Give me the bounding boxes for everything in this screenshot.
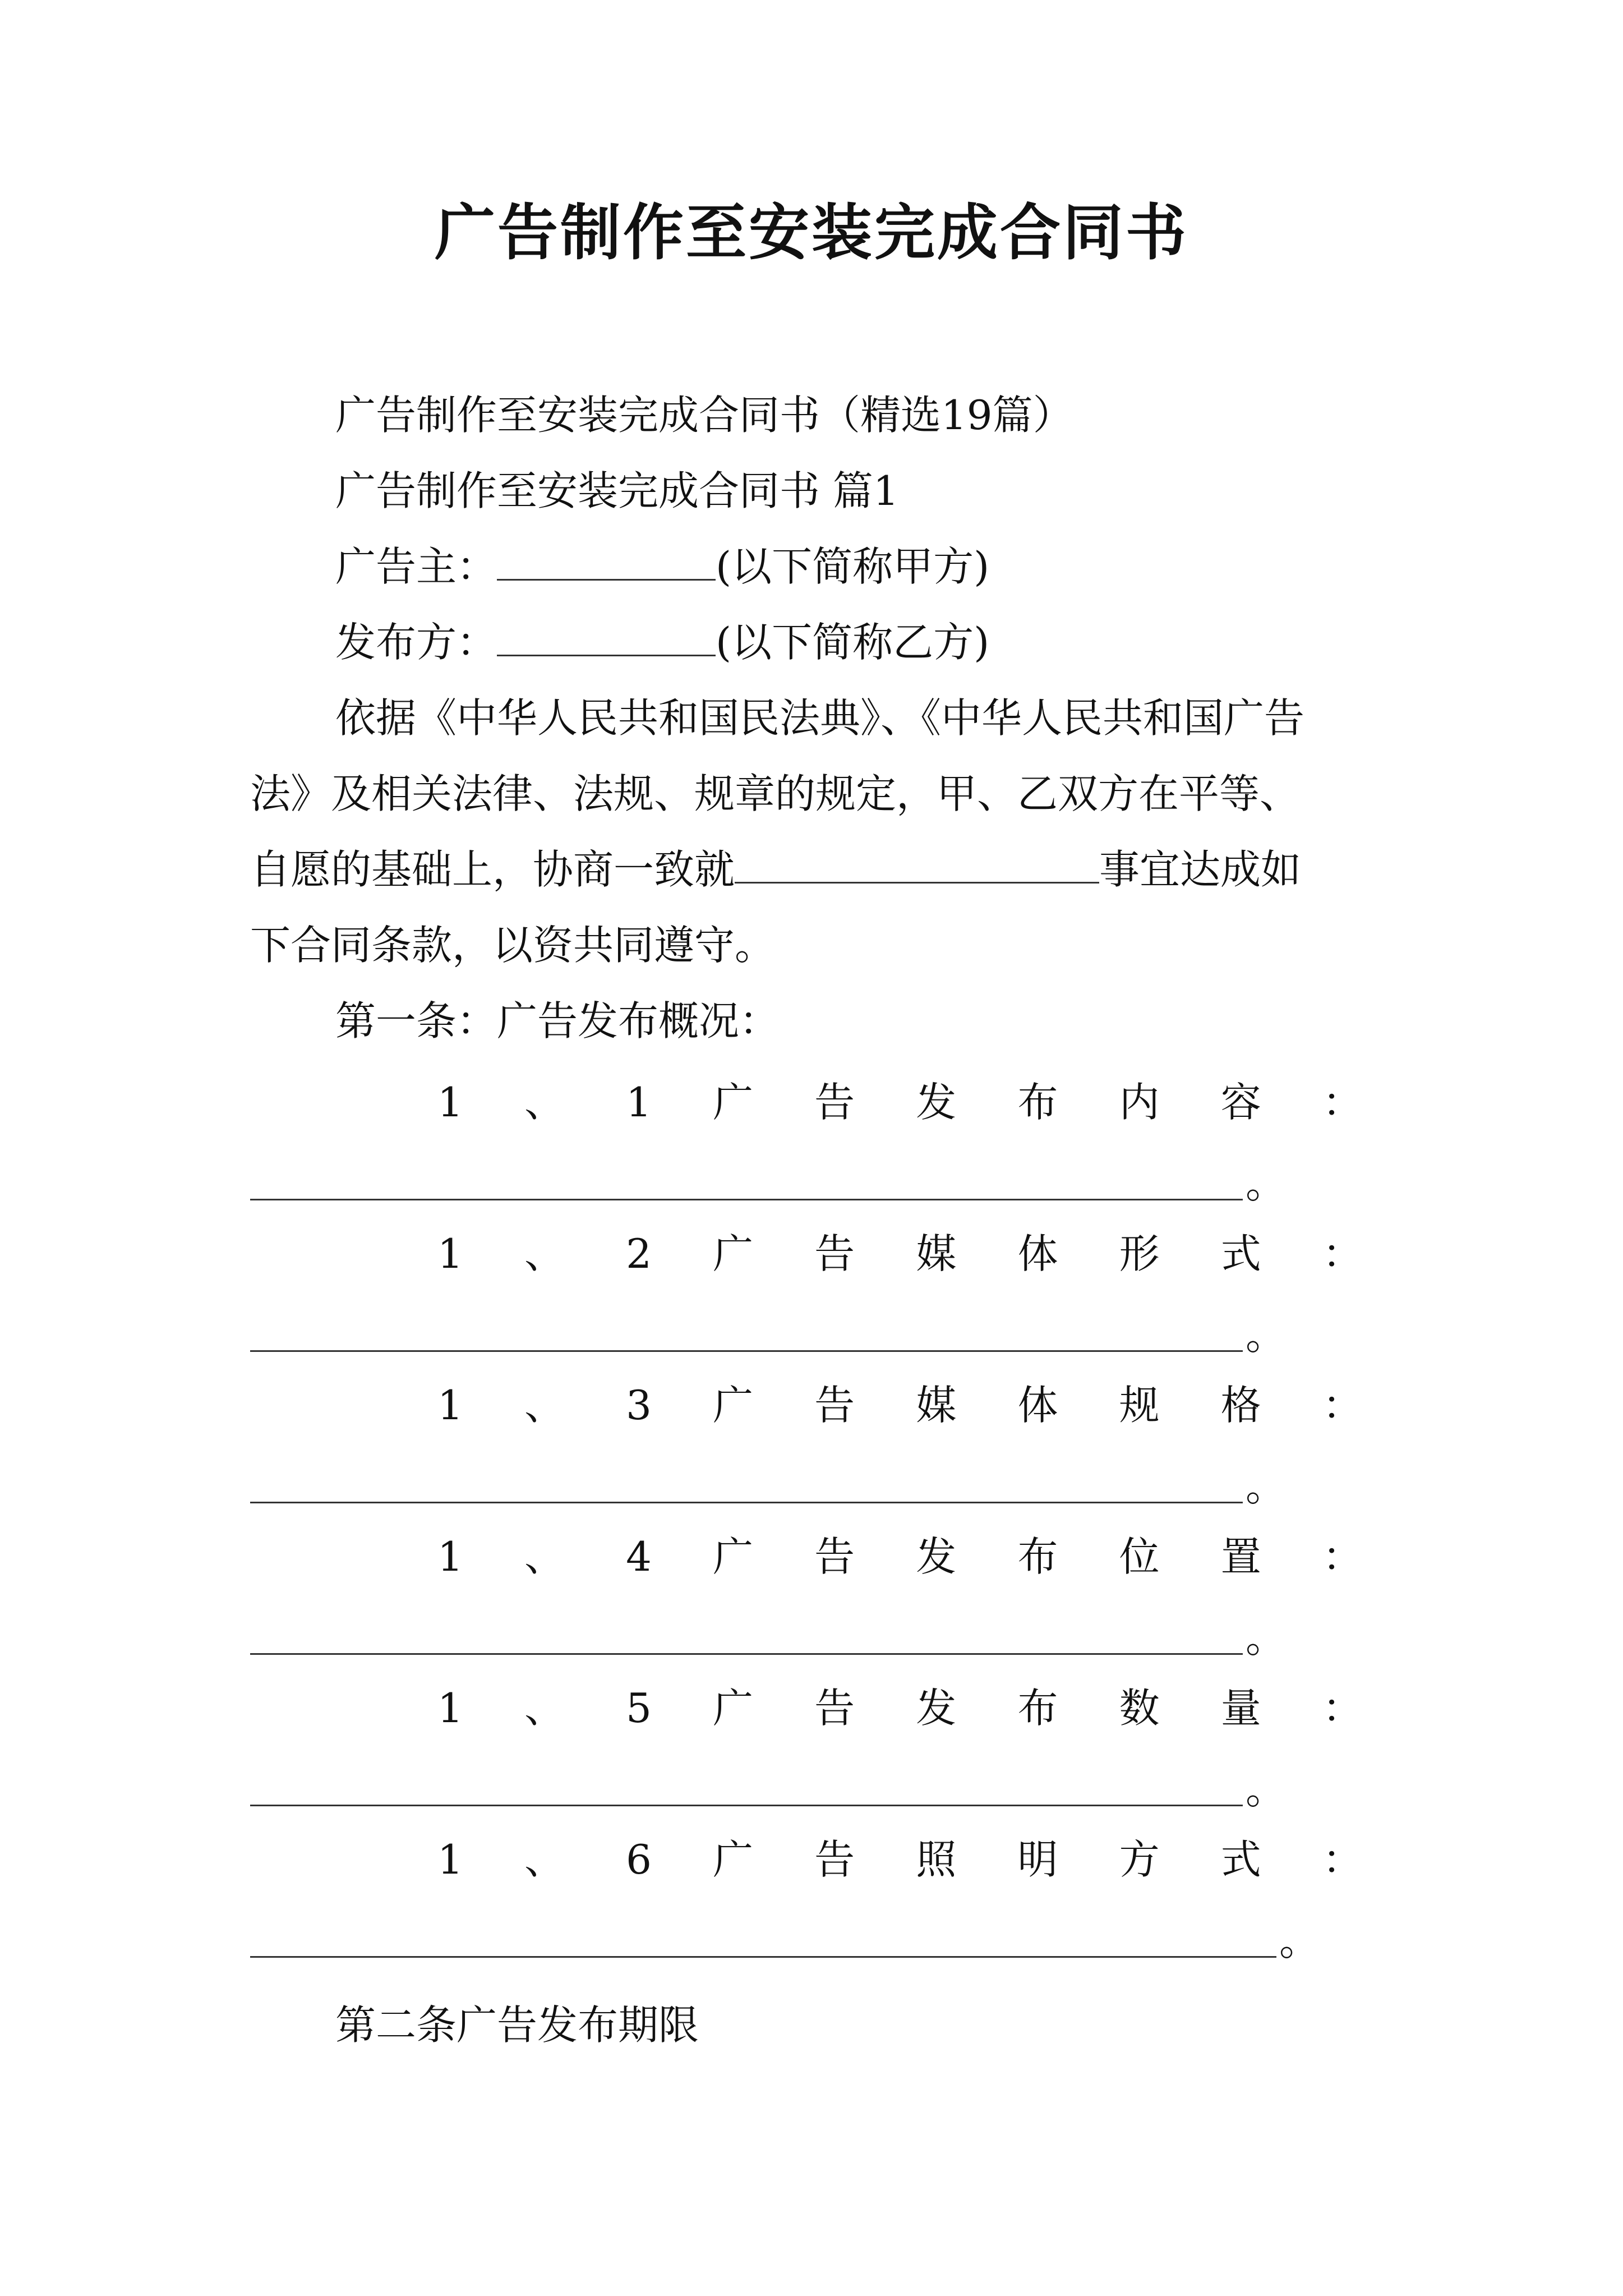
- clause-char: 布: [1017, 1685, 1058, 1732]
- clause-char: 置: [1220, 1533, 1261, 1580]
- fill-in-period: 。: [1246, 1766, 1287, 1813]
- fill-in-row: [250, 1156, 1287, 1207]
- clause-char: 告: [814, 1836, 855, 1883]
- clause-item: [437, 1226, 1363, 1282]
- paragraph-text: 自愿的基础上，协商一致就: [250, 846, 735, 893]
- fill-in-line[interactable]: [250, 1350, 1243, 1352]
- section-heading: 广告制作至安装完成合同书 篇1: [335, 467, 899, 514]
- publisher-blank[interactable]: [497, 615, 716, 656]
- fill-in-line[interactable]: [250, 1502, 1243, 1503]
- clause-char: 布: [1017, 1079, 1058, 1126]
- clause-char: 数: [1119, 1685, 1160, 1732]
- document-subtitle: 广告制作至安装完成合同书（精选19篇）: [335, 392, 1073, 439]
- fill-in-line[interactable]: [250, 1805, 1243, 1806]
- clause-char: 式: [1220, 1230, 1261, 1277]
- clause-subnumber: 4: [626, 1533, 652, 1580]
- fill-in-line[interactable]: [250, 1653, 1243, 1655]
- paragraph-text: 事宜达成如: [1099, 846, 1302, 893]
- clause-subnumber: 1: [626, 1079, 652, 1126]
- clause-char: 方: [1119, 1836, 1160, 1883]
- paragraph-line: [250, 841, 1301, 898]
- clause-number: 1: [437, 1533, 463, 1580]
- fill-in-line[interactable]: [250, 1199, 1243, 1200]
- clause-colon: ：: [1322, 1533, 1363, 1580]
- clause-number: 1: [437, 1230, 463, 1277]
- clause-subnumber: 6: [626, 1836, 652, 1883]
- clause-separator: 、: [524, 1533, 565, 1580]
- clause-colon: ：: [1322, 1382, 1363, 1429]
- clause-char: 广: [713, 1685, 754, 1732]
- clause-item: [437, 1832, 1363, 1888]
- clause-char: 内: [1119, 1079, 1160, 1126]
- clause-char: 发: [916, 1533, 957, 1580]
- document-title: 广告制作至安装完成合同书: [434, 197, 1188, 268]
- clause-char: 布: [1017, 1533, 1058, 1580]
- clause-item: [437, 1377, 1363, 1433]
- paragraph-line: 下合同条款，以资共同遵守。: [250, 922, 776, 969]
- fill-in-period: 。: [1246, 1463, 1287, 1510]
- advertiser-label: 广告主：: [335, 543, 497, 590]
- clause-char: 告: [814, 1079, 855, 1126]
- clause-number: 1: [437, 1836, 463, 1883]
- fill-in-row: [250, 1761, 1287, 1813]
- clause-colon: ：: [1322, 1079, 1363, 1126]
- clause-char: 容: [1220, 1079, 1261, 1126]
- clause-char: 告: [814, 1230, 855, 1277]
- clause-number: 1: [437, 1079, 463, 1126]
- clause-char: 媒: [916, 1382, 957, 1429]
- clause-char: 广: [713, 1836, 754, 1883]
- clause-colon: ：: [1322, 1230, 1363, 1277]
- fill-in-row: [250, 1307, 1287, 1359]
- publisher-line: [335, 614, 989, 670]
- clause-char: 广: [713, 1533, 754, 1580]
- clause-item: [437, 1680, 1363, 1736]
- clause-char: 照: [916, 1836, 957, 1883]
- fill-in-row: [250, 1610, 1287, 1662]
- advertiser-suffix: (以下简称甲方): [716, 543, 990, 590]
- clause-char: 式: [1220, 1836, 1261, 1883]
- clause-char: 告: [814, 1382, 855, 1429]
- clause-char: 发: [916, 1685, 957, 1732]
- clause-char: 广: [713, 1382, 754, 1429]
- article-heading: 第一条：广告发布概况：: [335, 997, 780, 1045]
- fill-in-line[interactable]: [250, 1956, 1276, 1958]
- clause-char: 形: [1119, 1230, 1160, 1277]
- clause-char: 广: [713, 1079, 754, 1126]
- clause-subnumber: 3: [626, 1382, 652, 1429]
- fill-in-period: 。: [1246, 1614, 1287, 1662]
- clause-char: 媒: [916, 1230, 957, 1277]
- clause-number: 1: [437, 1382, 463, 1429]
- paragraph-line: 法》及相关法律、法规、规章的规定，甲、乙双方在平等、: [250, 770, 1301, 817]
- advertiser-line: [335, 539, 989, 595]
- fill-in-period: 。: [1246, 1160, 1287, 1207]
- clause-char: 体: [1017, 1230, 1058, 1277]
- clause-number: 1: [437, 1685, 463, 1732]
- advertiser-blank[interactable]: [497, 540, 716, 581]
- clause-char: 位: [1119, 1533, 1160, 1580]
- clause-char: 告: [814, 1533, 855, 1580]
- article-heading: 第二条广告发布期限: [335, 2001, 699, 2049]
- clause-char: 格: [1220, 1382, 1261, 1429]
- clause-char: 广: [713, 1230, 754, 1277]
- clause-item: [437, 1074, 1363, 1130]
- clause-char: 体: [1017, 1382, 1058, 1429]
- clause-char: 明: [1017, 1836, 1058, 1883]
- matter-blank[interactable]: [735, 843, 1099, 884]
- clause-colon: ：: [1322, 1836, 1363, 1883]
- clause-char: 发: [916, 1079, 957, 1126]
- clause-char: 规: [1119, 1382, 1160, 1429]
- clause-char: 量: [1220, 1685, 1261, 1732]
- fill-in-period: 。: [1279, 1917, 1320, 1964]
- clause-separator: 、: [524, 1685, 565, 1732]
- paragraph-line: 依据《中华人民共和国民法典》、《中华人民共和国广告: [335, 694, 1305, 742]
- publisher-suffix: (以下简称乙方): [716, 619, 990, 666]
- clause-subnumber: 2: [626, 1230, 652, 1277]
- fill-in-period: 。: [1246, 1312, 1287, 1359]
- clause-separator: 、: [524, 1079, 565, 1126]
- fill-in-row: [250, 1458, 1287, 1510]
- clause-item: [437, 1529, 1363, 1585]
- clause-separator: 、: [524, 1836, 565, 1883]
- clause-separator: 、: [524, 1382, 565, 1429]
- clause-colon: ：: [1322, 1685, 1363, 1732]
- clause-char: 告: [814, 1685, 855, 1732]
- publisher-label: 发布方：: [335, 619, 497, 666]
- clause-subnumber: 5: [626, 1685, 652, 1732]
- clause-separator: 、: [524, 1230, 565, 1277]
- fill-in-row: [250, 1913, 1320, 1964]
